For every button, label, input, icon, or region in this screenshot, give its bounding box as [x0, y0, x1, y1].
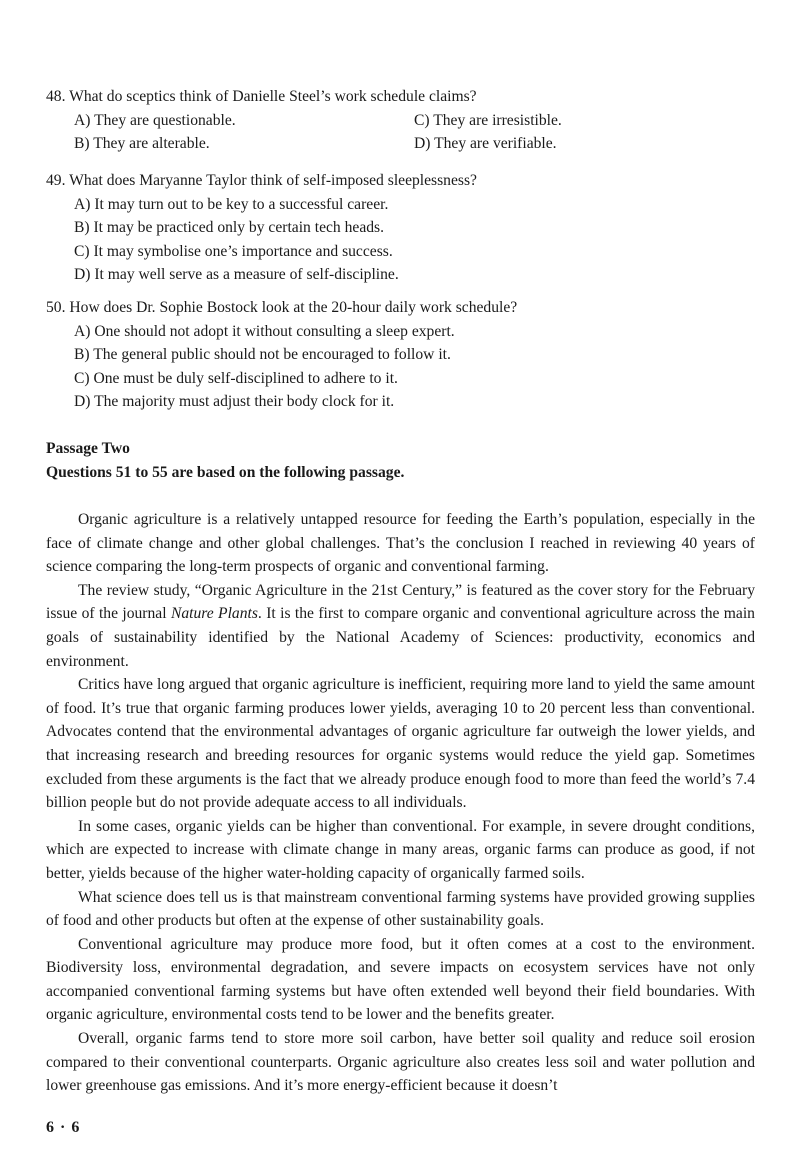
- option-c[interactable]: C) It may symbolise one’s importance and success.: [74, 242, 393, 260]
- option-b[interactable]: B) It may be practiced only by certain tech heads.: [74, 219, 385, 237]
- passage-paragraph-5: What science does tell us is that mainstream conventional farming systems have provided growing supplies of food and other products but often at the expense of other sustainability goals.: [46, 888, 755, 930]
- option-b[interactable]: B) The general public should not be encouraged to follow it.: [74, 346, 451, 364]
- option-d[interactable]: D) They are verifiable.: [414, 135, 557, 153]
- question-stem: 50. How does Dr. Sophie Bostock look at the 20-hour daily work schedule?: [46, 299, 518, 316]
- passage-text: [46, 508, 755, 1098]
- options-grid: [46, 109, 766, 156]
- option-a[interactable]: A) They are questionable.: [74, 111, 236, 129]
- passage-paragraph-1: Organic agriculture is a relatively untapped resource for feeding the Earth’s population, especially in the face of climate change and other global challenges. That’s the conclusion I reached in reviewing 40 years of science comparing the long-term prospects of organic and conventional farming.: [46, 511, 755, 576]
- option-c[interactable]: C) They are irresistible.: [414, 111, 562, 129]
- paragraph-2-start: The review study, “Organic Agriculture in the 21st Century,” is featured as the cover story for the February issue of the journal: [46, 581, 755, 623]
- option-a[interactable]: A) One should not adopt it without consulting a sleep expert.: [74, 322, 455, 340]
- page-number: 6 · 6: [46, 1119, 81, 1136]
- option-c[interactable]: C) One must be duly self-disciplined to adhere to it.: [74, 369, 398, 387]
- question-stem: 48. What do sceptics think of Danielle Steel’s work schedule claims?: [46, 88, 477, 105]
- passage-paragraph-2: [46, 579, 755, 673]
- option-d[interactable]: D) It may well serve as a measure of self-discipline.: [74, 266, 399, 284]
- passage-paragraph-6: Conventional agriculture may produce more food, but it often comes at a cost to the environment. Biodiversity loss, environmental degradation, and severe impacts on ecosystem services have not only accompanied conventional farming systems but have often extended well beyond their field boundaries. With organic agriculture, environmental costs tend to be lower and the benefits greater.: [46, 935, 755, 1024]
- passage-paragraph-4: In some cases, organic yields can be higher than conventional. For example, in severe drought conditions, which are expected to increase with climate change in many areas, organic farms can produce as good, if not better, yields because of the higher water-holding capacity of organically farmed soils.: [46, 817, 755, 882]
- question-50: [46, 296, 766, 414]
- option-a[interactable]: A) It may turn out to be key to a successful career.: [74, 195, 389, 213]
- section-subtitle: Questions 51 to 55 are based on the following passage.: [46, 464, 405, 481]
- question-stem: 49. What does Maryanne Taylor think of self-imposed sleeplessness?: [46, 172, 477, 189]
- passage-paragraph-7: Overall, organic farms tend to store more soil carbon, have better soil quality and reduce soil erosion compared to their conventional counterparts. Organic agriculture also creates less soil and water pollution and lower greenhouse gas emissions. And it’s more energy-efficient because it doesn’t: [46, 1030, 755, 1095]
- option-b[interactable]: B) They are alterable.: [74, 135, 210, 153]
- question-49: [46, 169, 766, 287]
- option-d[interactable]: D) The majority must adjust their body clock for it.: [74, 393, 395, 411]
- passage-paragraph-3: Critics have long argued that organic agriculture is inefficient, requiring more land to yield the same amount of food. It’s true that organic farming produces lower yields, averaging 10 to 20 percent less than conventional. Advocates contend that the environmental advantages of organic agriculture far outweigh the lower yields, and that increasing research and breeding resources for organic systems would reduce the yield gap. Sometimes excluded from these arguments is the fact that we already produce enough food to more than feed the world’s 7.4 billion people but do not provide adequate access to all individuals.: [46, 676, 755, 812]
- section-title: Passage Two: [46, 440, 130, 457]
- question-48: [46, 85, 766, 156]
- paragraph-2-end: . It is the first to compare organic and conventional agriculture across the main goals of sustainability identified by the National Academy of Sciences: productivity, economics and environment.: [46, 605, 755, 670]
- journal-title: Nature Plants: [170, 605, 258, 623]
